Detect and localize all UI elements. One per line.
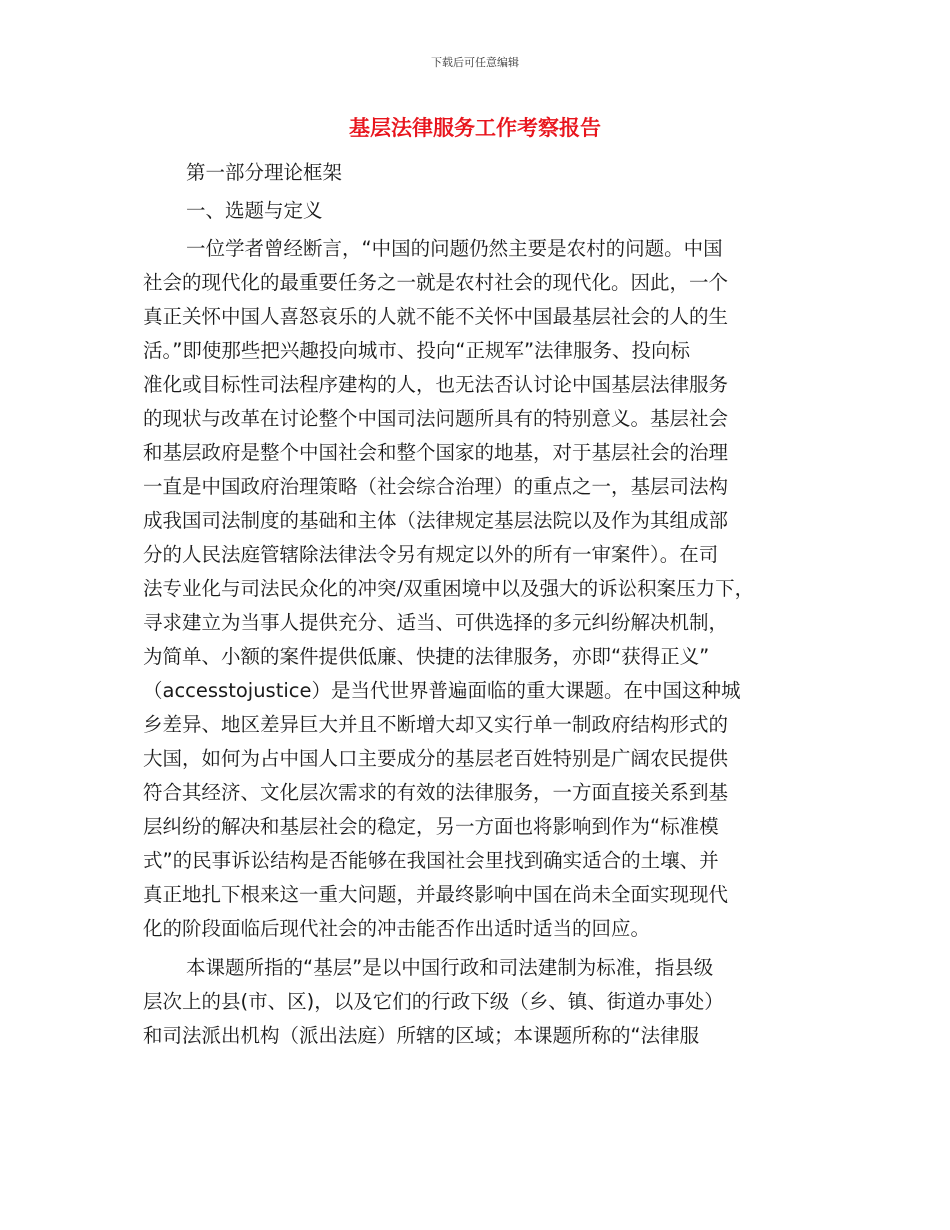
body-line: 化的阶段面临后现代社会的冲击能否作出适时适当的回应。 bbox=[143, 917, 651, 940]
body-line: 本课题所指的“基层”是以中国行政和司法建制为标准，指县级 bbox=[186, 956, 714, 979]
body-line: 层纠纷的解决和基层社会的稳定，另一方面也将影响到作为“标准模 bbox=[143, 815, 719, 838]
body-line: 的现状与改革在讨论整个中国司法问题所具有的特别意义。基层社会 bbox=[143, 407, 729, 430]
body-line: 分的人民法庭管辖除法律法令另有规定以外的所有一审案件）。在司 bbox=[143, 543, 719, 566]
body-line: 符合其经济、文化层次需求的有效的法律服务，一方面直接关系到基 bbox=[143, 781, 729, 804]
header-note: 下载后可任意编辑 bbox=[431, 56, 519, 69]
body-line: 真正地扎下根来这一重大问题，并最终影响中国在尚未全面实现现代 bbox=[143, 883, 729, 906]
body-line: 为简单、小额的案件提供低廉、快捷的法律服务，亦即“获得正义” bbox=[143, 645, 710, 668]
body-line: 第一部分理论框架 bbox=[186, 161, 343, 184]
body-line: 大国，如何为占中国人口主要成分的基层老百姓特别是广阔农民提供 bbox=[143, 747, 729, 770]
body-line: 一、选题与定义 bbox=[186, 199, 323, 222]
body-line: 一直是中国政府治理策略（社会综合治理）的重点之一，基层司法构 bbox=[143, 475, 729, 498]
body-line: 准化或目标性司法程序建构的人，也无法否认讨论中国基层法律服务 bbox=[143, 373, 729, 396]
body-line: 法专业化与司法民众化的冲突/双重困境中以及强大的诉讼积案压力下， bbox=[143, 577, 755, 600]
body-line: 一位学者曾经断言，“中国的问题仍然主要是农村的问题。中国 bbox=[186, 237, 723, 260]
body-line: 社会的现代化的最重要任务之一就是农村社会的现代化。因此，一个 bbox=[143, 271, 729, 294]
body-line: 式”的民事诉讼结构是否能够在我国社会里找到确实适合的土壤、并 bbox=[143, 849, 719, 872]
body-line: 乡差异、地区差异巨大并且不断增大却又实行单一制政府结构形式的 bbox=[143, 713, 729, 736]
body-line: 成我国司法制度的基础和主体（法律规定基层法院以及作为其组成部 bbox=[143, 509, 729, 532]
body-line: 和基层政府是整个中国社会和整个国家的地基，对于基层社会的治理 bbox=[143, 441, 729, 464]
body-line: 寻求建立为当事人提供充分、适当、可供选择的多元纠纷解决机制， bbox=[143, 611, 729, 634]
body-line: 层次上的县(市、区)，以及它们的行政下级（乡、镇、街道办事处） bbox=[143, 990, 724, 1013]
document-title: 基层法律服务工作考察报告 bbox=[349, 115, 601, 140]
body-line: 真正关怀中国人喜怒哀乐的人就不能不关怀中国最基层社会的人的生 bbox=[143, 305, 729, 328]
body-line: 和司法派出机构（派出法庭）所辖的区域；本课题所称的“法律服 bbox=[143, 1024, 700, 1047]
body-line: （accesstojustice）是当代世界普遍面临的重大课题。在中国这种城 bbox=[143, 679, 741, 702]
body-line: 活。”即使那些把兴趣投向城市、投向“正规军”法律服务、投向标 bbox=[143, 339, 691, 362]
